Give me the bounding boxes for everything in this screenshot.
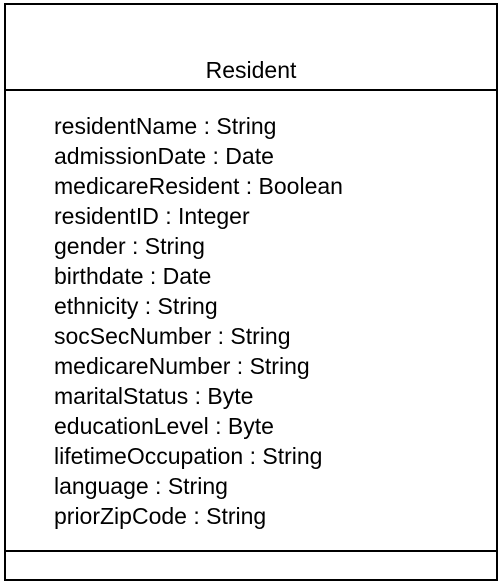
attribute-list: [54, 111, 343, 531]
attribute-language: language : String: [54, 473, 228, 499]
class-name-compartment: [6, 5, 496, 91]
attribute-soc-sec-number: socSecNumber : String: [54, 323, 291, 349]
attribute-medicare-number: medicareNumber : String: [54, 353, 310, 379]
attribute-education-level: educationLevel : Byte: [54, 413, 274, 439]
attribute-resident-id: residentID : Integer: [54, 203, 250, 229]
uml-class-box: [4, 3, 498, 581]
operations-compartment: [6, 552, 496, 579]
attribute-ethnicity: ethnicity : String: [54, 293, 218, 319]
class-name: Resident: [205, 57, 297, 83]
attribute-marital-status: maritalStatus : Byte: [54, 383, 254, 409]
attribute-lifetime-occupation: lifetimeOccupation : String: [54, 443, 323, 469]
attribute-resident-name: residentName : String: [54, 113, 277, 139]
attribute-birthdate: birthdate : Date: [54, 263, 212, 289]
attributes-compartment: [6, 91, 496, 552]
attribute-medicare-resident: medicareResident : Boolean: [54, 173, 343, 199]
attribute-gender: gender : String: [54, 233, 205, 259]
attribute-prior-zip-code: priorZipCode : String: [54, 503, 267, 529]
attribute-admission-date: admissionDate : Date: [54, 143, 274, 169]
